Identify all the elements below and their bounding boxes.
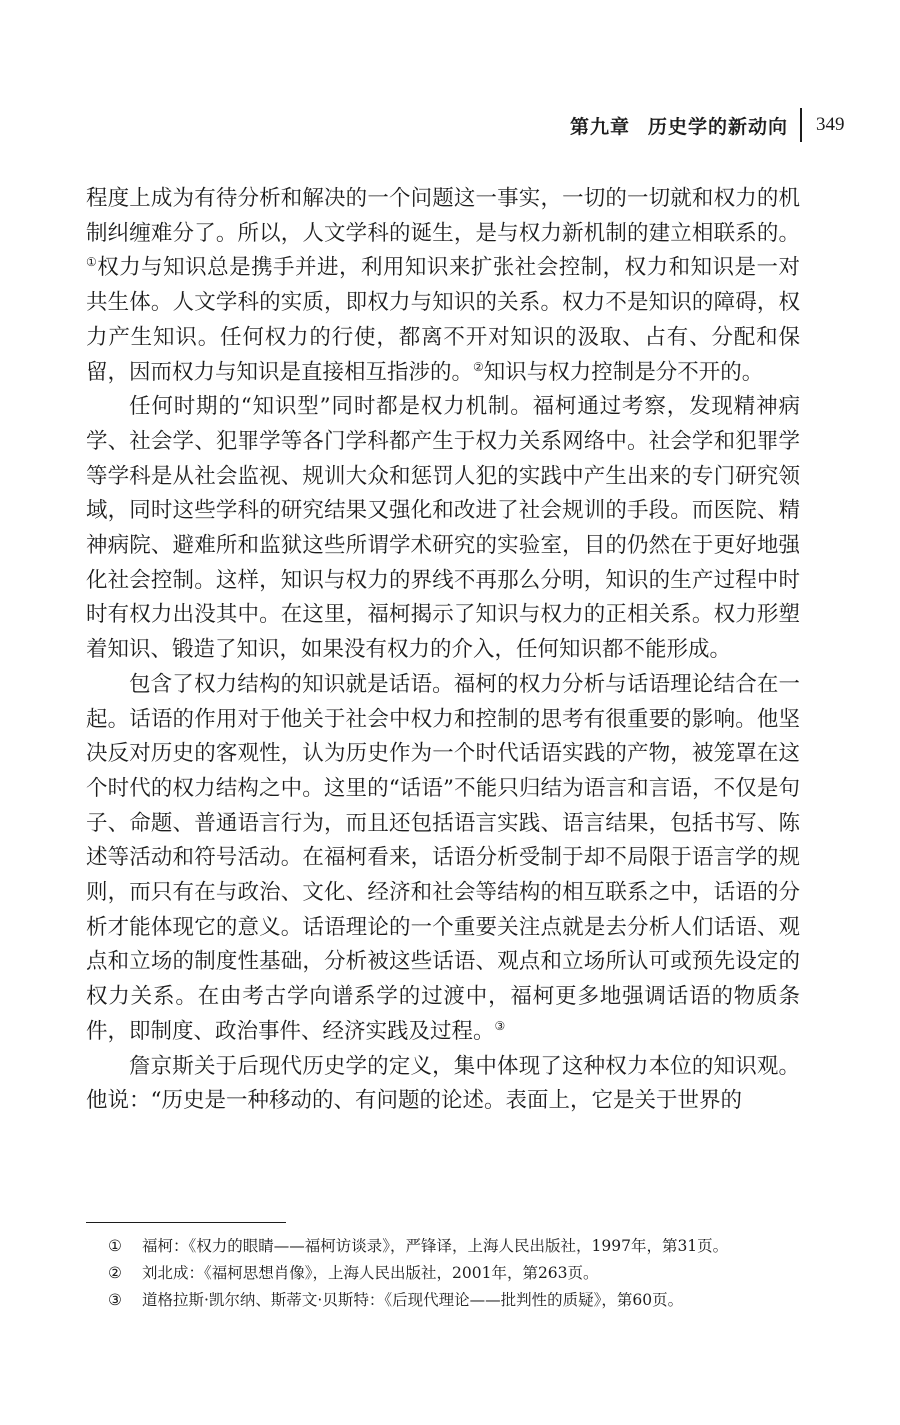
footnotes (108, 1233, 828, 1314)
paragraph-text: 任何时期的“知识型”同时都是权力机制。福柯通过考察，发现精神病学、社会学、犯罪学等各门学科都产生于权力关系网络中。社会学和犯罪学等学科是从社会监视、规训大众和惩罚人犯的实践中产生出来的专门研究领域，同时这些学科的研究结果又强化和改进了社会规训的手段。而医院、精神病院、避难所和监狱这些所谓学术研究的实验室，目的仍然在于更好地强化社会控制。这样，知识与权力的界线不再那么分明，知识的生产过程中时时有权力出没其中。在这里，福柯揭示了知识与权力的正相关系。权力形塑着知识、锻造了知识，如果没有权力的介入，任何知识都不能形成。 (86, 394, 800, 663)
footnote-ref: ① (86, 255, 98, 270)
body-text (86, 182, 800, 1119)
paragraph (86, 1050, 800, 1119)
footnote-ref: ③ (494, 1018, 506, 1033)
footnote-number: ② (108, 1264, 122, 1282)
chapter-title (570, 112, 788, 139)
paragraph (86, 390, 800, 668)
footnote-number: ① (108, 1237, 122, 1255)
paragraph (86, 182, 800, 390)
footnote-divider (86, 1222, 286, 1223)
footnote-text: 道格拉斯·凯尔纳、斯蒂文·贝斯特：《后现代理论——批判性的质疑》，第60页。 (142, 1291, 684, 1309)
footnote-text: 福柯：《权力的眼睛——福柯访谈录》，严锋译，上海人民出版社，1997年，第31页。 (142, 1237, 729, 1255)
footnote (108, 1287, 828, 1314)
paragraph (86, 668, 800, 1050)
paragraph-text: 包含了权力结构的知识就是话语。福柯的权力分析与话语理论结合在一起。话语的作用对于他关于社会中权力和控制的思考有很重要的影响。他坚决反对历史的客观性，认为历史作为一个时代话语实践的产物，被笼罩在这个时代的权力结构之中。这里的“话语”不能只归结为语言和言语，不仅是句子、命题、普通语言行为，而且还包括语言实践、语言结果，包括书写、陈述等活动和符号活动。在福柯看来，话语分析受制于却不局限于语言学的规则，而只有在与政治、文化、经济和社会等结构的相互联系之中，话语的分析才能体现它的意义。话语理论的一个重要关注点就是去分析人们话语、观点和立场的制度性基础，分析被这些话语、观点和立场所认可或预先设定的权力关系。在由考古学向谱系学的过渡中，福柯更多地强调话语的物质条件，即制度、政治事件、经济实践及过程。 (86, 671, 800, 1044)
paragraph-text: 权力与知识总是携手并进，利用知识来扩张社会控制，权力和知识是一对共生体。人文学科的实质，即权力与知识的关系。权力不是知识的障碍，权力产生知识。任何权力的行使，都离不开对知识的汲取、占有、分配和保留，因而权力与知识是直接相互指涉的。 (86, 255, 800, 385)
footnote-text: 刘北成：《福柯思想肖像》，上海人民出版社，2001年，第263页。 (142, 1264, 599, 1282)
footnote-number: ③ (108, 1291, 122, 1309)
header-divider (800, 108, 802, 142)
running-header (0, 108, 900, 142)
page-number: 349 (816, 114, 845, 135)
chapter-name: 历史学的新动向 (647, 116, 788, 138)
footnote-ref: ② (473, 359, 484, 374)
footnote (108, 1233, 828, 1260)
chapter-number: 第九章 (569, 116, 630, 138)
paragraph-text: 知识与权力控制是分不开的。 (483, 359, 764, 385)
paragraph-text: 詹京斯关于后现代历史学的定义，集中体现了这种权力本位的知识观。他说：“历史是一种移动的、有问题的论述。表面上，它是关于世界的 (86, 1053, 800, 1114)
paragraph-text: 程度上成为有待分析和解决的一个问题这一事实，一切的一切就和权力的机制纠缠难分了。所以，人文学科的诞生，是与权力新机制的建立相联系的。 (86, 186, 800, 246)
footnote (108, 1260, 828, 1287)
